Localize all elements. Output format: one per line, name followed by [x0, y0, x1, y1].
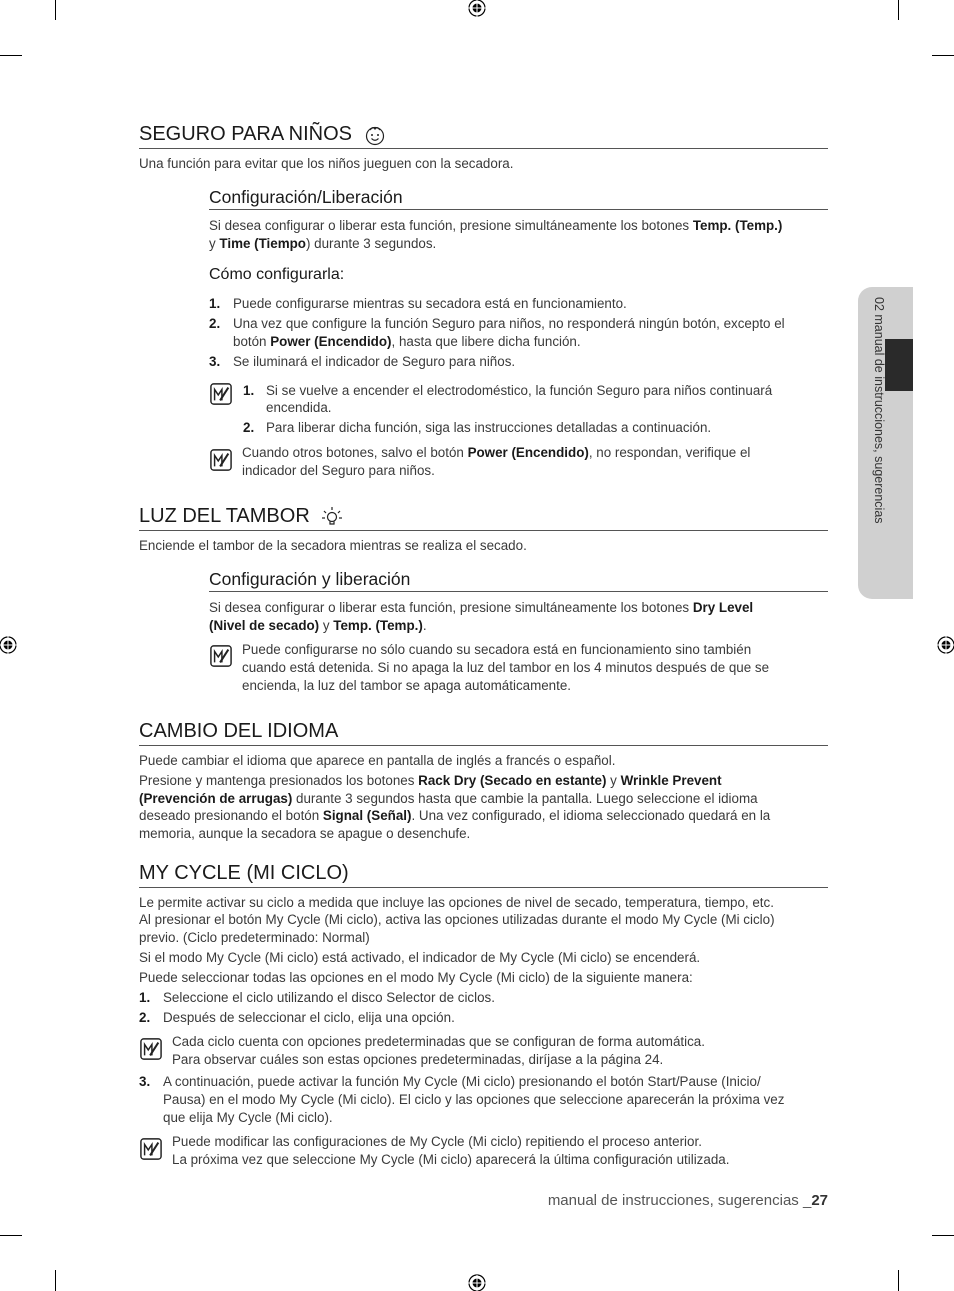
list-item: A continuación, puede activar la función My Cycle (Mi ciclo) presionando el botón Start/Pause (Inicio/ — [163, 1074, 761, 1089]
paragraph: Presione y mantenga presionados los botones Rack Dry (Secado en estante) y Wrinkle Prevent — [139, 773, 722, 788]
paragraph: Le permite activar su ciclo a medida que incluye las opciones de nivel de secado, temperatura, tiempo, etc. — [139, 895, 774, 910]
note-text: La próxima vez que seleccione My Cycle (Mi ciclo) aparecerá la última configuración utilizada. — [172, 1152, 730, 1167]
list-item: Seleccione el ciclo utilizando el disco Selector de ciclos. — [163, 990, 495, 1005]
section-intro: Enciende el tambor de la secadora mientras se realiza el secado. — [139, 538, 527, 553]
list-number: 1. — [243, 383, 255, 398]
note-text: Para liberar dicha función, siga las instrucciones detalladas a continuación. — [266, 420, 712, 435]
registration-mark-icon — [466, 1273, 488, 1291]
note-text: Puede modificar las configuraciones de My Cycle (Mi ciclo) repitiendo el proceso anterior. — [172, 1134, 702, 1149]
note-pencil-icon — [210, 383, 232, 405]
note-text: encienda, la luz del tambor se apaga automáticamente. — [242, 678, 572, 693]
section-title-idioma: CAMBIO DEL IDIOMA — [139, 719, 828, 746]
paragraph: (Nivel de secado) y Temp. (Temp.). — [209, 618, 427, 633]
list-number: 1. — [139, 990, 151, 1005]
page-footer: manual de instrucciones, sugerencias _27 — [547, 1192, 828, 1209]
list-number: 2. — [209, 316, 221, 331]
note-text: cuando está detenida. Si no apaga la luz del tambor en los 4 minutos después de que se — [242, 660, 770, 675]
crop-mark — [898, 0, 899, 20]
note-text: Cuando otros botones, salvo el botón Power (Encendido), no respondan, verifique el — [242, 445, 751, 460]
list-item: botón Power (Encendido), hasta que libere dicha función. — [233, 334, 581, 349]
list-number: 3. — [209, 354, 221, 369]
section-intro: Una función para evitar que los niños jueguen con la secadora. — [139, 156, 514, 171]
note-text: Para observar cuáles son estas opciones predeterminadas, diríjase a la página 24. — [172, 1052, 664, 1067]
note-text: Puede configurarse no sólo cuando su secadora está en funcionamiento sino también — [242, 642, 752, 657]
crop-mark — [0, 55, 22, 56]
note-pencil-icon — [210, 449, 232, 471]
crop-mark — [0, 1235, 22, 1236]
side-tab-label: 02 manual de instrucciones, sugerencias — [872, 297, 886, 524]
subsection-title: Configuración/Liberación — [209, 186, 828, 210]
note-text: encendida. — [266, 400, 332, 415]
crop-mark — [55, 0, 56, 20]
paragraph: Puede cambiar el idioma que aparece en pantalla de inglés a francés o español. — [139, 753, 616, 768]
paragraph: Puede seleccionar todas las opciones en el modo My Cycle (Mi ciclo) de la siguiente manera: — [139, 970, 693, 985]
note-text: indicador del Seguro para niños. — [242, 463, 435, 478]
paragraph: y Time (Tiempo) durante 3 segundos. — [209, 236, 437, 251]
registration-mark-icon — [936, 634, 954, 656]
list-number: 2. — [139, 1010, 151, 1025]
child-face-icon — [364, 124, 386, 146]
note-text: Si se vuelve a encender el electrodoméstico, la función Seguro para niños continuará — [266, 383, 773, 398]
section-title-mycycle: MY CYCLE (MI CICLO) — [139, 861, 828, 888]
section-title-seguro: SEGURO PARA NIÑOS — [139, 122, 828, 149]
note-pencil-icon — [210, 645, 232, 667]
section-title-luz: LUZ DEL TAMBOR — [139, 504, 828, 531]
paragraph: memoria, aunque la secadora se apague o desenchufe. — [139, 826, 471, 841]
registration-mark-icon — [466, 0, 488, 20]
subsection-title: Configuración y liberación — [209, 568, 828, 592]
paragraph: previo. (Ciclo predeterminado: Normal) — [139, 930, 370, 945]
note-text: Cada ciclo cuenta con opciones predeterminadas que se configuran de forma automática. — [172, 1034, 705, 1049]
registration-mark-icon — [0, 634, 18, 656]
paragraph: Si desea configurar o liberar esta función, presione simultáneamente los botones Dry Level — [209, 600, 754, 615]
list-item: que elija My Cycle (Mi ciclo). — [163, 1110, 333, 1125]
subsection-title: Cómo configurarla: — [209, 266, 345, 283]
paragraph: Si el modo My Cycle (Mi ciclo) está activado, el indicador de My Cycle (Mi ciclo) se encenderá. — [139, 950, 701, 965]
crop-mark — [932, 55, 954, 56]
paragraph: Al presionar el botón My Cycle (Mi ciclo), activa las opciones utilizadas durante el modo My Cycle (Mi ciclo) — [139, 912, 775, 927]
paragraph: (Prevención de arrugas) durante 3 segundos hasta que cambie la pantalla. Luego seleccione el idioma — [139, 791, 758, 806]
page-number: 27 — [811, 1192, 828, 1209]
list-number: 2. — [243, 420, 255, 435]
crop-mark — [898, 1270, 899, 1291]
note-pencil-icon — [140, 1038, 162, 1060]
light-bulb-icon — [321, 506, 343, 528]
list-item: Puede configurarse mientras su secadora está en funcionamiento. — [233, 296, 627, 311]
list-item: Se iluminará el indicador de Seguro para niños. — [233, 354, 516, 369]
note-pencil-icon — [140, 1138, 162, 1160]
list-item: Una vez que configure la función Seguro para niños, no responderá ningún botón, excepto el — [233, 316, 785, 331]
paragraph: Si desea configurar o liberar esta función, presione simultáneamente los botones Temp. (Temp.) — [209, 218, 783, 233]
list-item: Pausa) en el modo My Cycle (Mi ciclo). El ciclo y las opciones que seleccione aparecerán la próxima vez — [163, 1092, 785, 1107]
list-number: 1. — [209, 296, 221, 311]
crop-mark — [55, 1270, 56, 1291]
list-item: Después de seleccionar el ciclo, elija una opción. — [163, 1010, 455, 1025]
list-number: 3. — [139, 1074, 151, 1089]
paragraph: deseado presionando el botón Signal (Señal). Una vez configurado, el idioma seleccionado quedará en la — [139, 808, 771, 823]
crop-mark — [932, 1235, 954, 1236]
